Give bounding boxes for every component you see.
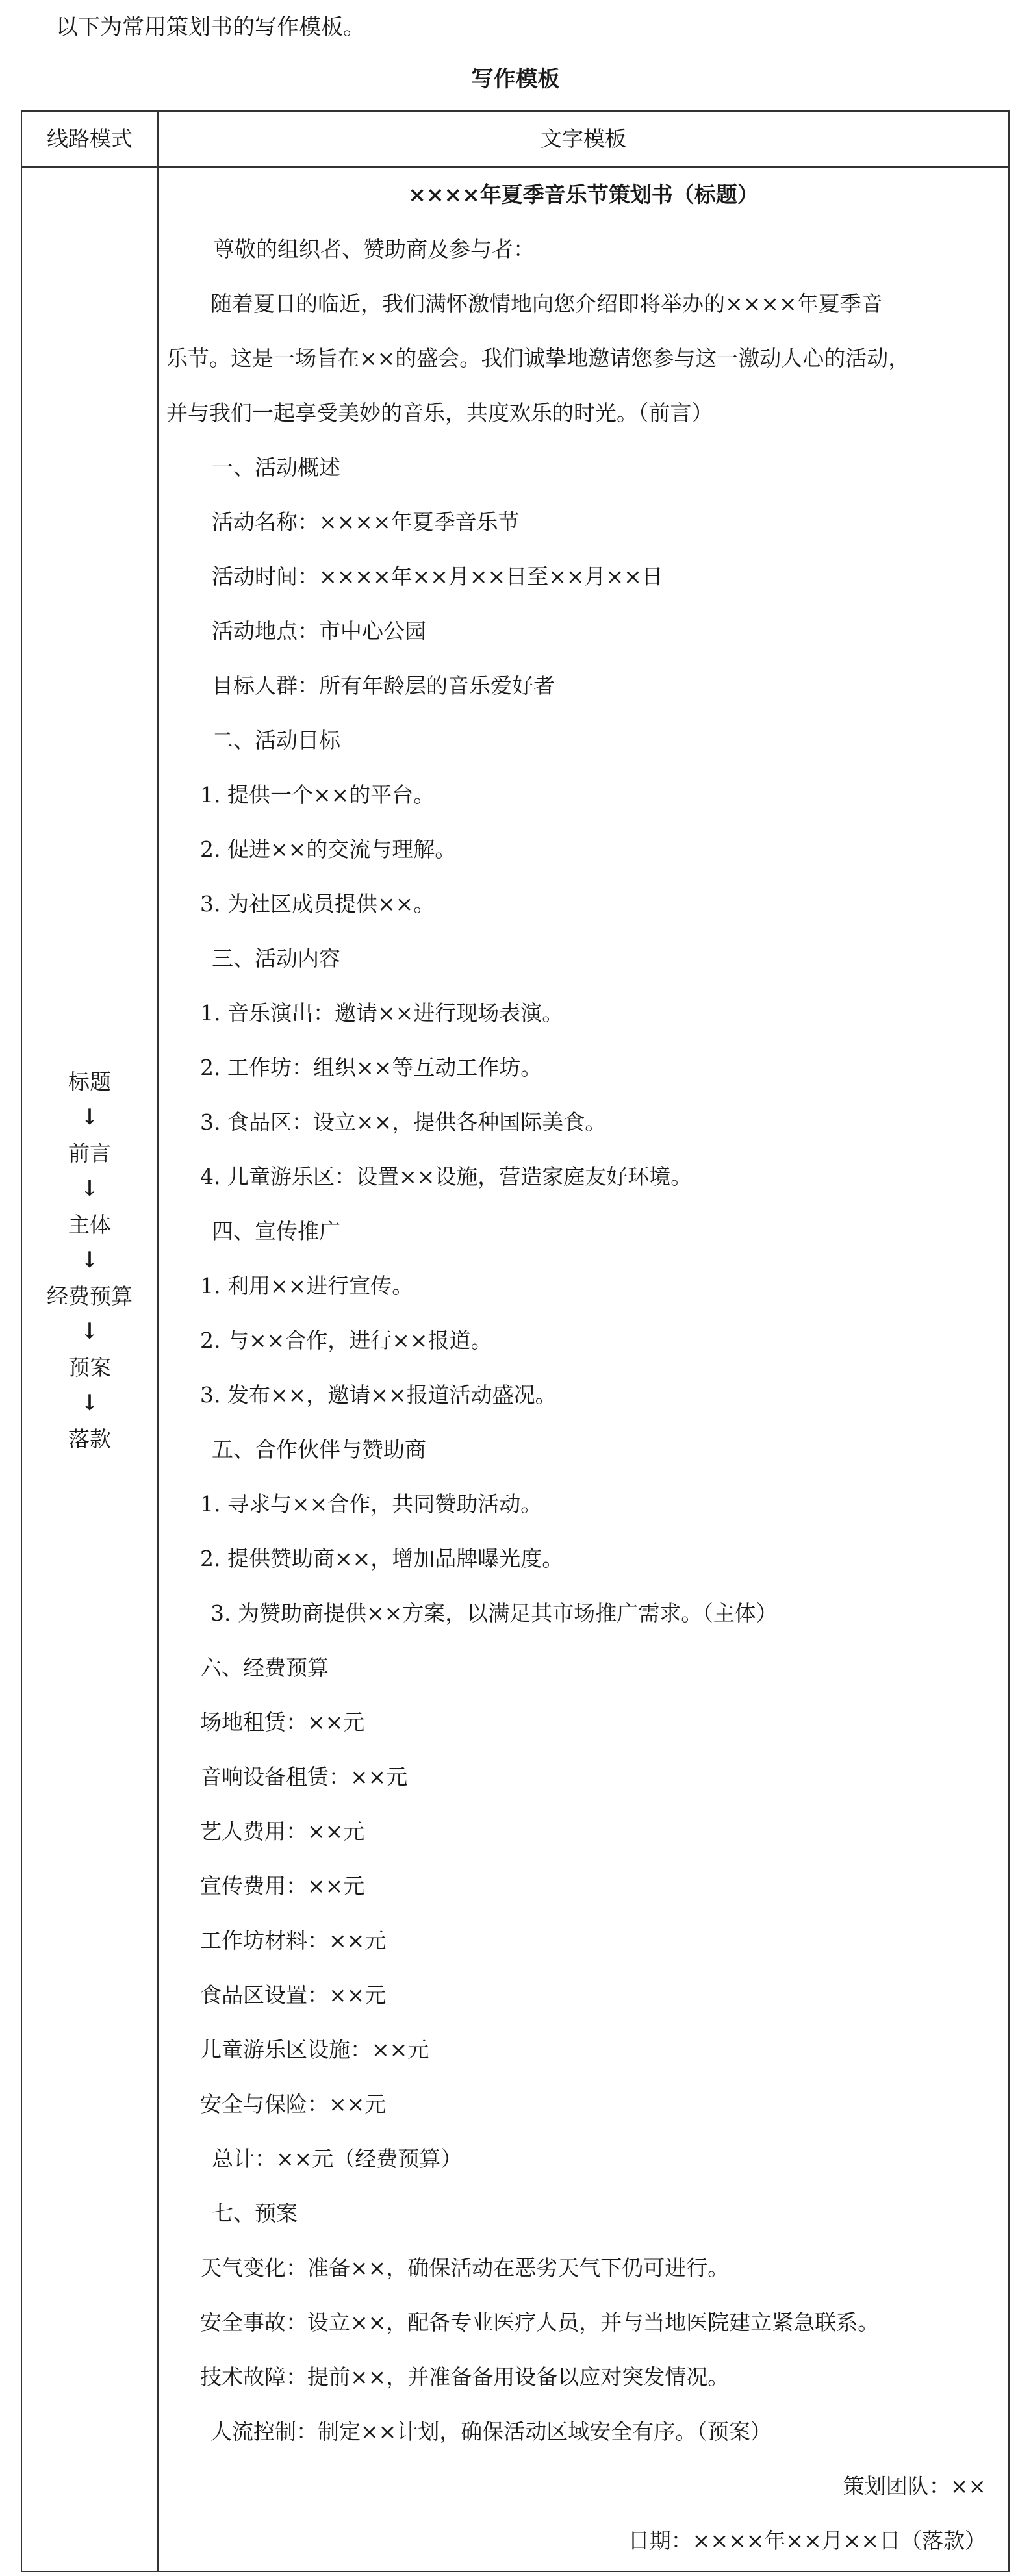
- overview-item: 活动名称：××××年夏季音乐节: [212, 509, 520, 535]
- down-arrow-icon: ↓: [80, 1176, 99, 1202]
- template-heading: ××××年夏季音乐节策划书（标题）: [408, 182, 759, 207]
- budget-item: 宣传费用：××元: [200, 1873, 365, 1899]
- overview-item: 活动地点：市中心公园: [212, 618, 426, 644]
- flow-step-body: 主体: [68, 1212, 111, 1237]
- goal-item: 2. 促进××的交流与理解。: [200, 837, 457, 862]
- section-heading: 一、活动概述: [212, 455, 340, 480]
- flow-step-preface: 前言: [68, 1141, 111, 1166]
- content-item: 4. 儿童游乐区：设置××设施，营造家庭友好环境。: [200, 1164, 693, 1189]
- preface-line-2: 乐节。这是一场旨在××的盛会。我们诚挚地邀请您参与这一激动人心的活动，: [166, 346, 910, 371]
- contingency-item: 人流控制：制定××计划，确保活动区域安全有序。（预案）: [210, 2419, 772, 2444]
- writing-template-table: [21, 110, 1010, 2572]
- flow-step-budget: 经费预算: [47, 1283, 133, 1309]
- sponsor-item: 2. 提供赞助商××，增加品牌曝光度。: [200, 1546, 564, 1571]
- content-item: 3. 食品区：设立××，提供各种国际美食。: [200, 1109, 607, 1135]
- sponsor-item: 3. 为赞助商提供××方案，以满足其市场推广需求。（主体）: [210, 1600, 778, 1626]
- column-divider: [157, 112, 159, 2571]
- contingency-item: 安全事故：设立××，配备专业医疗人员，并与当地医院建立紧急联系。: [200, 2310, 880, 2335]
- intro-text: 以下为常用策划书的写作模板。: [56, 14, 365, 40]
- flow-step-title: 标题: [68, 1069, 111, 1094]
- signature-date: 日期：××××年××月××日（落款）: [628, 2528, 986, 2553]
- section-heading: 七、预案: [212, 2201, 298, 2226]
- table-header-row: [22, 112, 1008, 168]
- sponsor-item: 1. 寻求与××合作，共同赞助活动。: [200, 1491, 542, 1517]
- budget-item: 音响设备租赁：××元: [200, 1764, 408, 1789]
- contingency-item: 天气变化：准备××，确保活动在恶劣天气下仍可进行。: [200, 2255, 730, 2280]
- budget-item: 场地租赁：××元: [200, 1710, 365, 1735]
- budget-total: 总计：××元（经费预算）: [212, 2146, 463, 2171]
- signature-team: 策划团队：××: [843, 2473, 986, 2499]
- section-heading: 二、活动目标: [212, 727, 340, 753]
- section-heading: 五、合作伙伴与赞助商: [212, 1437, 426, 1462]
- contingency-item: 技术故障：提前××，并准备备用设备以应对突发情况。: [200, 2364, 730, 2390]
- overview-item: 活动时间：××××年××月××日至××月××日: [212, 564, 663, 589]
- section-heading: 四、宣传推广: [212, 1219, 340, 1244]
- column-header-route-mode: 线路模式: [47, 126, 133, 151]
- budget-item: 安全与保险：××元: [200, 2091, 387, 2117]
- budget-item: 食品区设置：××元: [200, 1982, 387, 2008]
- promotion-item: 1. 利用××进行宣传。: [200, 1273, 414, 1298]
- down-arrow-icon: ↓: [80, 1247, 99, 1273]
- promotion-item: 3. 发布××，邀请××报道活动盛况。: [200, 1382, 557, 1408]
- section-heading: 三、活动内容: [212, 946, 340, 971]
- flow-step-contingency: 预案: [68, 1355, 111, 1380]
- document-title: 写作模板: [471, 66, 560, 92]
- flow-step-signature: 落款: [68, 1426, 111, 1452]
- down-arrow-icon: ↓: [80, 1104, 99, 1130]
- goal-item: 3. 为社区成员提供××。: [200, 891, 435, 916]
- preface-line-3: 并与我们一起享受美妙的音乐，共度欢乐的时光。（前言）: [166, 400, 713, 425]
- budget-item: 工作坊材料：××元: [200, 1928, 387, 1953]
- content-item: 1. 音乐演出：邀请××进行现场表演。: [200, 1000, 564, 1026]
- overview-item: 目标人群：所有年龄层的音乐爱好者: [212, 673, 555, 698]
- down-arrow-icon: ↓: [80, 1390, 99, 1416]
- column-header-text-template: 文字模板: [541, 126, 626, 151]
- budget-item: 儿童游乐区设施：××元: [200, 2037, 429, 2062]
- goal-item: 1. 提供一个××的平台。: [200, 782, 435, 807]
- budget-item: 艺人费用：××元: [200, 1819, 365, 1844]
- content-item: 2. 工作坊：组织××等互动工作坊。: [200, 1055, 542, 1080]
- section-heading: 六、经费预算: [200, 1655, 329, 1680]
- down-arrow-icon: ↓: [80, 1319, 99, 1345]
- route-flow: [22, 1064, 157, 1457]
- preface-line-1: 随着夏日的临近，我们满怀激情地向您介绍即将举办的××××年夏季音: [210, 291, 883, 316]
- promotion-item: 2. 与××合作，进行××报道。: [200, 1328, 492, 1353]
- greeting-line: 尊敬的组织者、赞助商及参与者：: [213, 236, 535, 262]
